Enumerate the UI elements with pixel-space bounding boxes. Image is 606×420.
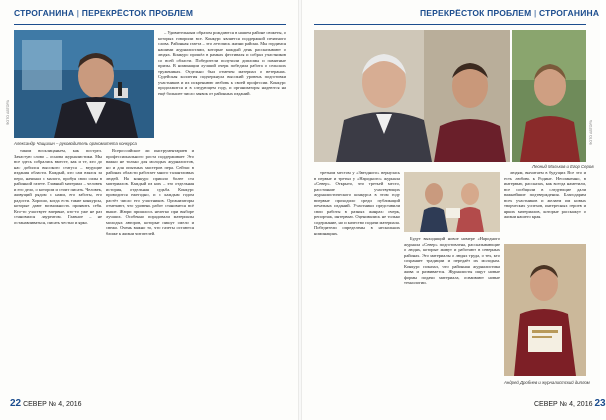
right-photo-diploma <box>504 244 586 376</box>
left-page-header <box>14 8 193 22</box>
left-magazine-issue: СЕВЕР № 4, 2016 <box>23 401 82 408</box>
right-top-photo-caption: Леонид Мальков и Егор Серов <box>532 164 594 169</box>
right-text-column-1 <box>314 170 400 394</box>
left-photo-caption: Александр Чащихин – руководитель оргкомитета конкурса <box>14 141 137 146</box>
left-photo-speaker <box>14 30 154 138</box>
header-separator: | <box>533 8 539 18</box>
right-photo-award <box>404 172 500 232</box>
right-magazine-issue: СЕВЕР № 4, 2016 <box>534 401 593 408</box>
right-column-1-text: третьим местом у «Звездного» вернулась в первые и третьи у «Народного» журнала «Север». Открыто, что третьей место, расстояние участвующих журналистического конкурса в этом году впервые проходило среди публикаций печатных изданий. Участники представили свои работы в разных жанрах: очерк, репортаж, интервью. Оценивались не только содержание, но и качество подачи материала. Победители определены в нескольких номинациях. <box>314 170 400 236</box>
right-bottom-photo-caption: Андрей Дробнев и журналистский диплом <box>504 380 590 385</box>
right-photo-two-men <box>314 30 510 162</box>
right-column-3-text: людям, вычитаем в будущих Все это и есть любовь к Родине. Несомненно, в интервью, рассказах, как всегда наметили, все сообщили в следующие дали важнейшие подтверждения. Благодарим всех участников и желаем им новых творческих успехов, интересных героев и ярких материалов, которые расскажут о жизни нашего края. <box>504 170 586 219</box>
left-column-3-text: – Удивительным образом рождаются в нашем районе сюжеты, о которых говорили все. Конкурс является поддержкой печатного слова. Районная газета – это летопись жизни района. Мы гордимся нашими журналистами, которые каждый день рассказывают о людях. Конкурс прошёл в рамках фестиваля и собрал участников со всей области. Победители получили дипломы и памятные призы. В номинации лучший очерк победила работа о сельских тружениках. Отдельно был отмечен материал о ветеранах. Судейская коллегия подчеркнула высокий уровень подготовки участников и их искреннюю любовь к своей профессии. Конкурс продолжится и в следующем году, и организаторы надеются на ещё большее число заявок от районных изданий. <box>158 30 286 96</box>
left-column-1-text: таким восклицаньем, как пострел. Зачастую слово – основа журналистики. Мы все здесь собрались вместе, как и те, кто до нас добился высокого статуса – ведущие издания области. Каждый, кто сам взялся за перо, начинал с малого, пробуя свои силы в районной газете. Главный материал – человек и его дело, о котором и стоит писать. Человек, живущий рядом с нами, его заботы, его радости. Хорошо, когда есть такие конкурсы, которые дают возможность проявить себя. Кто-то участвует впервые, кто-то уже не раз становился лауреатом. Главное – не останавливаться, писать честно и ярко. <box>14 148 102 225</box>
left-page <box>0 0 300 420</box>
right-page-header <box>420 8 599 22</box>
right-text-column-3 <box>504 170 586 240</box>
left-header-rule <box>14 24 286 25</box>
right-photo-credit: ФОТО АВТОРА <box>589 120 593 146</box>
left-folio <box>10 398 82 409</box>
left-text-column-3 <box>158 30 286 394</box>
right-photo-portrait <box>512 30 586 162</box>
left-page-number: 22 <box>10 398 22 409</box>
right-column-2-text: Будут выходящий новое номере «Народного журнала «Север» подготовлена, рассказывающие о людях, которые живут и работают в северных районах. Это материалы о людях труда, о тех, кто сохраняет традиции и передаёт их молодым. Конкурс показал, что районная журналистика жива и развивается. Журналисты ищут новые формы подачи материала, осваивают новые технологии. <box>404 236 500 285</box>
left-column-2-text: Всероссийское ли инструментариев и профессионального роста поддерживает Это важно не только для молодых журналистов, но и для опытных мастеров пера. Сейчас в районах области работает много талантливых людей. На конкурс пришло более ста материалов. Каждый из них – это отдельная история, отдельная судьба. Конкурс проводится ежегодно, и с каждым годом растёт число его участников. Организаторы отмечают, что уровень работ становится всё выше. Жюри пришлось нелегко при выборе лучших. Особенно порадовали материалы молодых авторов, которые пишут смело и свежо. Очень важно то, что газеты остаются ближе к жизни читателей. <box>106 148 194 236</box>
left-section-title: СТРОГАНИНА <box>14 8 75 18</box>
right-text-column-2 <box>404 236 500 394</box>
right-header-rule <box>314 24 586 25</box>
left-text-column-1 <box>14 148 102 394</box>
left-rubric-title: ПЕРЕКРЁСТОК ПРОБЛЕМ <box>81 8 194 18</box>
page-gutter <box>298 0 302 420</box>
right-page <box>300 0 606 420</box>
right-page-number: 23 <box>594 398 606 409</box>
right-section-title: СТРОГАНИНА <box>538 8 600 18</box>
right-rubric-title: ПЕРЕКРЁСТОК ПРОБЛЕМ <box>420 8 532 18</box>
left-photo-credit: ФОТО АВТОРА <box>6 100 10 126</box>
right-folio <box>534 398 606 409</box>
header-separator: | <box>76 8 82 18</box>
